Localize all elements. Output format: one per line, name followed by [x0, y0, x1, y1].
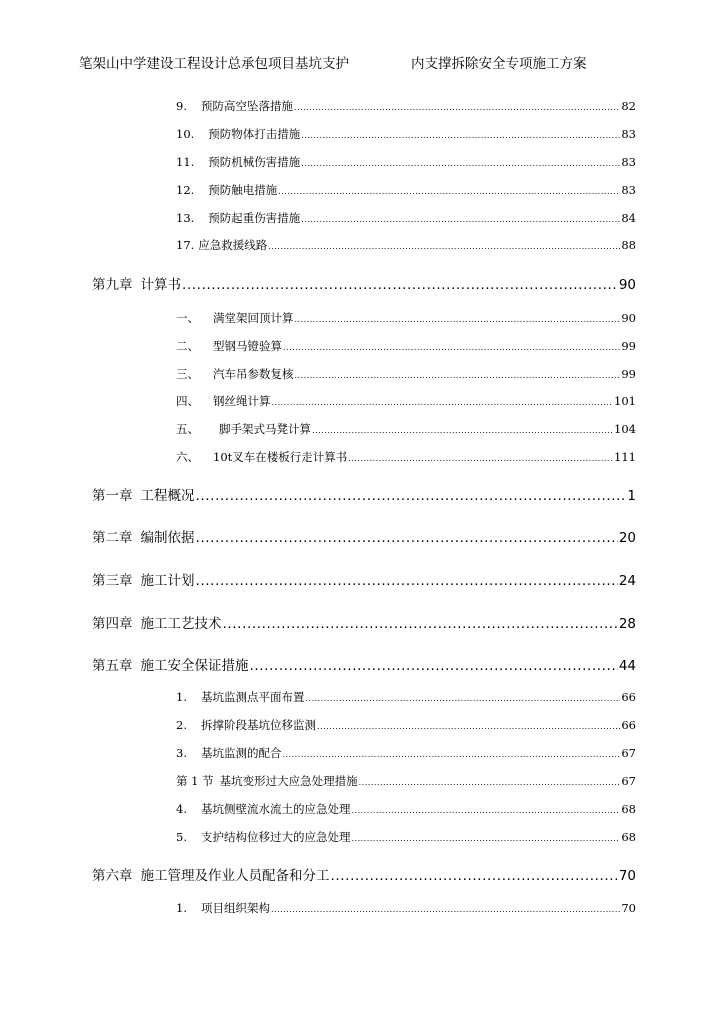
- toc-entry-page: 83: [621, 155, 636, 169]
- toc-entry-number: 五、: [176, 422, 199, 436]
- toc-entry[interactable]: [176, 210, 636, 230]
- chapter-title: 施工安全保证措施: [140, 658, 249, 674]
- chapter-label: 第九章: [92, 277, 133, 293]
- toc-entry-title: 支护结构位移过大的应急处理: [200, 830, 351, 844]
- chapter-page: 1: [627, 488, 636, 504]
- toc-entry-title: 应急救援线路: [198, 238, 268, 252]
- toc-entry-page: 70: [621, 901, 636, 915]
- toc-entry-number: 12.: [176, 183, 195, 197]
- dot-leader: [278, 187, 620, 196]
- toc-entry-title: 脚手架式马凳计算: [219, 422, 311, 436]
- dot-leader: [305, 694, 620, 703]
- toc-entry-title: 预防物体打击措施: [208, 127, 301, 141]
- toc-entry[interactable]: [176, 98, 636, 118]
- toc-entry-page: 66: [621, 690, 636, 704]
- dot-leader: [312, 426, 613, 435]
- toc-entry-page: 83: [621, 183, 636, 197]
- toc-entry-number: 1.: [176, 901, 187, 915]
- dot-leader: [272, 398, 614, 407]
- dot-leader: [282, 750, 620, 759]
- chapter-label: 第四章: [92, 616, 133, 632]
- toc-entry-title: 预防触电措施: [208, 183, 278, 197]
- toc-entry-title: 基坑变形过大应急处理措施: [219, 774, 358, 788]
- dot-leader: [317, 722, 620, 731]
- dot-leader: [351, 834, 620, 843]
- dot-leader: [196, 573, 618, 589]
- toc-entry[interactable]: [176, 717, 636, 737]
- toc-entry-number: 三、: [176, 367, 199, 381]
- dot-leader: [301, 131, 620, 140]
- toc-entry[interactable]: [176, 773, 636, 793]
- toc-entry-title: 预防起重伤害措施: [208, 211, 301, 225]
- toc-entry-title: 汽车吊参数复核: [213, 367, 294, 381]
- chapter-page: 20: [618, 530, 636, 546]
- chapter-title: 施工管理及作业人员配备和分工: [140, 868, 330, 884]
- chapter-page: 90: [618, 277, 636, 293]
- toc-entry-title: 基坑侧壁流水流土的应急处理: [200, 802, 351, 816]
- chapter-title: 施工计划: [140, 573, 195, 589]
- dot-leader: [301, 159, 620, 168]
- dot-leader: [283, 343, 620, 352]
- dot-leader: [223, 616, 618, 632]
- dot-leader: [348, 454, 613, 463]
- chapter-page: 70: [618, 868, 636, 884]
- toc-entry[interactable]: [176, 801, 636, 821]
- toc-entry[interactable]: [176, 310, 636, 330]
- toc-entry-number: 第 1 节: [176, 774, 214, 788]
- chapter-title: 计算书: [140, 277, 181, 293]
- toc-entry-title: 型钢马镫验算: [213, 339, 282, 353]
- chapter-label: 第六章: [92, 868, 133, 884]
- toc-entry-number: 四、: [176, 394, 199, 408]
- dot-leader: [196, 488, 627, 504]
- chapter-page: 24: [618, 573, 636, 589]
- toc-entry[interactable]: [176, 366, 636, 386]
- toc-entry[interactable]: [176, 154, 636, 174]
- toc-entry-title: 基坑监测的配合: [200, 746, 282, 760]
- toc-entry-number: 5.: [176, 830, 187, 844]
- toc-chapter-9[interactable]: [92, 273, 636, 297]
- dot-leader: [351, 806, 620, 815]
- toc-entry[interactable]: [176, 829, 636, 849]
- toc-entry-title: 预防高空坠落措施: [200, 99, 293, 113]
- toc-entry[interactable]: [176, 126, 636, 146]
- toc-entry-page: 82: [621, 99, 636, 113]
- dot-leader: [182, 277, 618, 293]
- toc-entry-title: 满堂架回顶计算: [213, 311, 294, 325]
- header-project-title: 笔架山中学建设工程设计总承包项目基坑支护: [79, 56, 349, 72]
- toc-chapter-5[interactable]: [92, 654, 636, 678]
- toc-entry-number: 13.: [176, 211, 195, 225]
- toc-entry[interactable]: [176, 689, 636, 709]
- dot-leader: [359, 778, 621, 787]
- toc-entry-number: 9.: [176, 99, 187, 113]
- toc-entry-page: 111: [614, 450, 636, 464]
- dot-leader: [301, 215, 620, 224]
- toc-entry[interactable]: [176, 393, 636, 413]
- toc-chapter-4[interactable]: [92, 612, 636, 636]
- toc-entry-page: 68: [621, 802, 636, 816]
- dot-leader: [250, 658, 618, 674]
- toc-entry-title: 钢丝绳计算: [213, 394, 271, 408]
- toc-entry-title: 基坑监测点平面布置: [200, 690, 305, 704]
- toc-entry[interactable]: [176, 182, 636, 202]
- toc-entry-page: 68: [621, 830, 636, 844]
- toc-entry-page: 99: [621, 339, 636, 353]
- toc-entry-page: 66: [621, 718, 636, 732]
- toc-chapter-1[interactable]: [92, 484, 636, 508]
- dot-leader: [196, 530, 618, 546]
- toc-chapter-3[interactable]: [92, 569, 636, 593]
- dot-leader: [268, 242, 620, 251]
- toc-chapter-2[interactable]: [92, 526, 636, 550]
- chapter-title: 编制依据: [140, 530, 195, 546]
- toc-entry-page: 101: [614, 394, 636, 408]
- toc-entry-page: 88: [621, 238, 636, 252]
- dot-leader: [295, 371, 621, 380]
- toc-entry-number: 11.: [176, 155, 195, 169]
- toc-entry[interactable]: [176, 900, 636, 920]
- toc-entry-number: 六、: [176, 450, 199, 464]
- toc-entry-number: 3.: [176, 746, 187, 760]
- toc-entry-number: 10.: [176, 127, 195, 141]
- toc-entry-page: 84: [621, 211, 636, 225]
- toc-entry[interactable]: [176, 745, 636, 765]
- toc-entry-page: 99: [621, 367, 636, 381]
- toc-entry-title: 10t叉车在楼板行走计算书: [213, 450, 348, 464]
- toc-entry-page: 83: [621, 127, 636, 141]
- toc-entry[interactable]: [176, 338, 636, 358]
- chapter-title: 施工工艺技术: [140, 616, 222, 632]
- toc-entry[interactable]: [176, 421, 636, 441]
- toc-entry-page: 67: [621, 746, 636, 760]
- chapter-label: 第五章: [92, 658, 133, 674]
- dot-leader: [294, 103, 620, 112]
- chapter-title: 工程概况: [140, 488, 195, 504]
- toc-entry-number: 4.: [176, 802, 187, 816]
- toc-entry-number: 2.: [176, 718, 187, 732]
- toc-entry-title: 预防机械伤害措施: [208, 155, 301, 169]
- toc-chapter-6[interactable]: [92, 864, 636, 888]
- chapter-page: 28: [618, 616, 636, 632]
- dot-leader: [271, 905, 620, 914]
- toc-entry-page: 67: [621, 774, 636, 788]
- toc-entry-number: 1.: [176, 690, 187, 704]
- toc-entry-number: 二、: [176, 339, 199, 353]
- dot-leader: [295, 315, 621, 324]
- toc-entry-page: 104: [614, 422, 636, 436]
- toc-entry[interactable]: [176, 237, 636, 257]
- toc-entry-number: 17.: [176, 238, 195, 252]
- toc-entry-number: 一、: [176, 311, 199, 325]
- chapter-label: 第三章: [92, 573, 133, 589]
- chapter-label: 第一章: [92, 488, 133, 504]
- chapter-label: 第二章: [92, 530, 133, 546]
- dot-leader: [331, 868, 618, 884]
- header-document-title: 内支撑拆除安全专项施工方案: [411, 56, 587, 72]
- toc-entry[interactable]: [176, 449, 636, 469]
- toc-entry-title: 拆撑阶段基坑位移监测: [200, 718, 316, 732]
- chapter-page: 44: [618, 658, 636, 674]
- toc-entry-page: 90: [621, 311, 636, 325]
- toc-entry-title: 项目组织架构: [200, 901, 270, 915]
